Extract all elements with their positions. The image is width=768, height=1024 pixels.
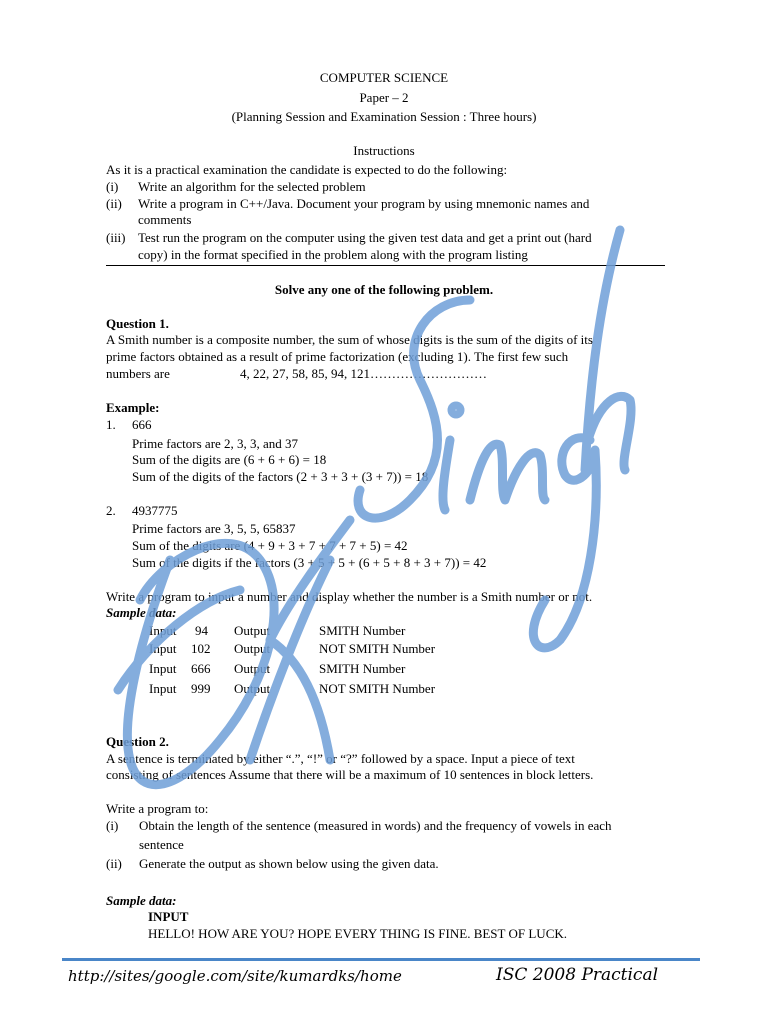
instruction-number: (iii)	[106, 230, 126, 245]
footer-label: ISC 2008 Practical	[496, 965, 659, 985]
example-line: Sum of the digits of the factors (2 + 3 + 3 + (3 + 7)) = 18	[132, 469, 429, 484]
example-value: 4937775	[132, 503, 178, 518]
table-cell: Output	[234, 641, 271, 656]
table-cell: SMITH Number	[319, 661, 406, 676]
input-label: INPUT	[148, 909, 189, 924]
question-1-text: prime factors obtained as a result of prime factorization (excluding 1). The first few such	[106, 349, 569, 364]
document-title: COMPUTER SCIENCE	[319, 70, 449, 85]
table-cell: 94	[195, 623, 208, 638]
example-number: 2.	[106, 503, 116, 518]
question-2-text: consisting of sentences Assume that there will be a maximum of 10 sentences in block letters.	[106, 767, 594, 782]
table-cell: SMITH Number	[319, 623, 406, 638]
instructions-heading: Instructions	[353, 143, 415, 158]
instruction-text: comments	[138, 212, 192, 227]
example-line: Prime factors are 3, 5, 5, 65837	[132, 521, 296, 536]
smith-numbers-list: 4, 22, 27, 58, 85, 94, 121………………………	[240, 366, 487, 381]
question-2-text: A sentence is terminated by either “.”, “!” or “?” followed by a space. Input a piece of text	[106, 751, 575, 766]
example-line: Sum of the digits if the factors (3 + 5 + 5 + (6 + 5 + 8 + 3 + 7)) = 42	[132, 555, 487, 570]
instruction-text: Test run the program on the computer using the given test data and get a print out (hard	[138, 230, 592, 245]
instructions-intro: As it is a practical examination the candidate is expected to do the following:	[106, 162, 508, 177]
footer-rule	[62, 958, 700, 961]
example-heading: Example:	[106, 400, 160, 415]
task-text: Obtain the length of the sentence (measured in words) and the frequency of vowels in each	[139, 818, 612, 833]
table-cell: 666	[191, 661, 211, 676]
instruction-text: Write an algorithm for the selected problem	[138, 179, 366, 194]
question-2-heading: Question 2.	[106, 734, 169, 749]
question-1-heading: Question 1.	[106, 316, 169, 331]
table-cell: NOT SMITH Number	[319, 681, 436, 696]
example-line: Sum of the digits are (4 + 9 + 3 + 7 + 7 + 7 + 5) = 42	[132, 538, 408, 553]
task-text: sentence	[139, 837, 184, 852]
task-number: (i)	[106, 818, 119, 833]
table-cell: NOT SMITH Number	[319, 641, 436, 656]
table-cell: Output	[234, 681, 271, 696]
table-cell: 102	[191, 641, 211, 656]
input-text: HELLO! HOW ARE YOU? HOPE EVERY THING IS FINE. BEST OF LUCK.	[148, 926, 568, 941]
solve-heading: Solve any one of the following problem.	[274, 282, 494, 297]
table-cell: Output	[234, 623, 271, 638]
table-cell: Input	[149, 661, 177, 676]
paper-number: Paper – 2	[359, 90, 409, 105]
question-1-text: A Smith number is a composite number, the sum of whose digits is the sum of the digits of its	[106, 332, 593, 347]
example-number: 1.	[106, 417, 116, 432]
question-1-task: Write a program to input a number and display whether the number is a Smith number or not.	[106, 589, 593, 604]
task-number: (ii)	[106, 856, 122, 871]
example-line: Sum of the digits are (6 + 6 + 6) = 18	[132, 452, 327, 467]
question-2-task-intro: Write a program to:	[106, 801, 209, 816]
instruction-number: (ii)	[106, 196, 122, 211]
table-cell: Input	[149, 641, 177, 656]
table-cell: Output	[234, 661, 271, 676]
numbers-label: numbers are	[106, 366, 170, 381]
table-cell: Input	[149, 623, 177, 638]
instruction-text: Write a program in C++/Java. Document your program by using mnemonic names and	[138, 196, 590, 211]
footer-url: http://sites/google.com/site/kumardks/home	[68, 967, 402, 985]
divider	[106, 265, 665, 266]
sample-data-heading: Sample data:	[106, 893, 177, 908]
sample-data-heading: Sample data:	[106, 605, 177, 620]
table-cell: 999	[191, 681, 211, 696]
instruction-text: copy) in the format specified in the problem along with the program listing	[138, 247, 528, 262]
example-value: 666	[132, 417, 152, 432]
table-cell: Input	[149, 681, 177, 696]
instruction-number: (i)	[106, 179, 119, 194]
session-info: (Planning Session and Examination Session : Three hours)	[231, 109, 537, 124]
example-line: Prime factors are 2, 3, 3, and 37	[132, 436, 299, 451]
task-text: Generate the output as shown below using the given data.	[139, 856, 439, 871]
